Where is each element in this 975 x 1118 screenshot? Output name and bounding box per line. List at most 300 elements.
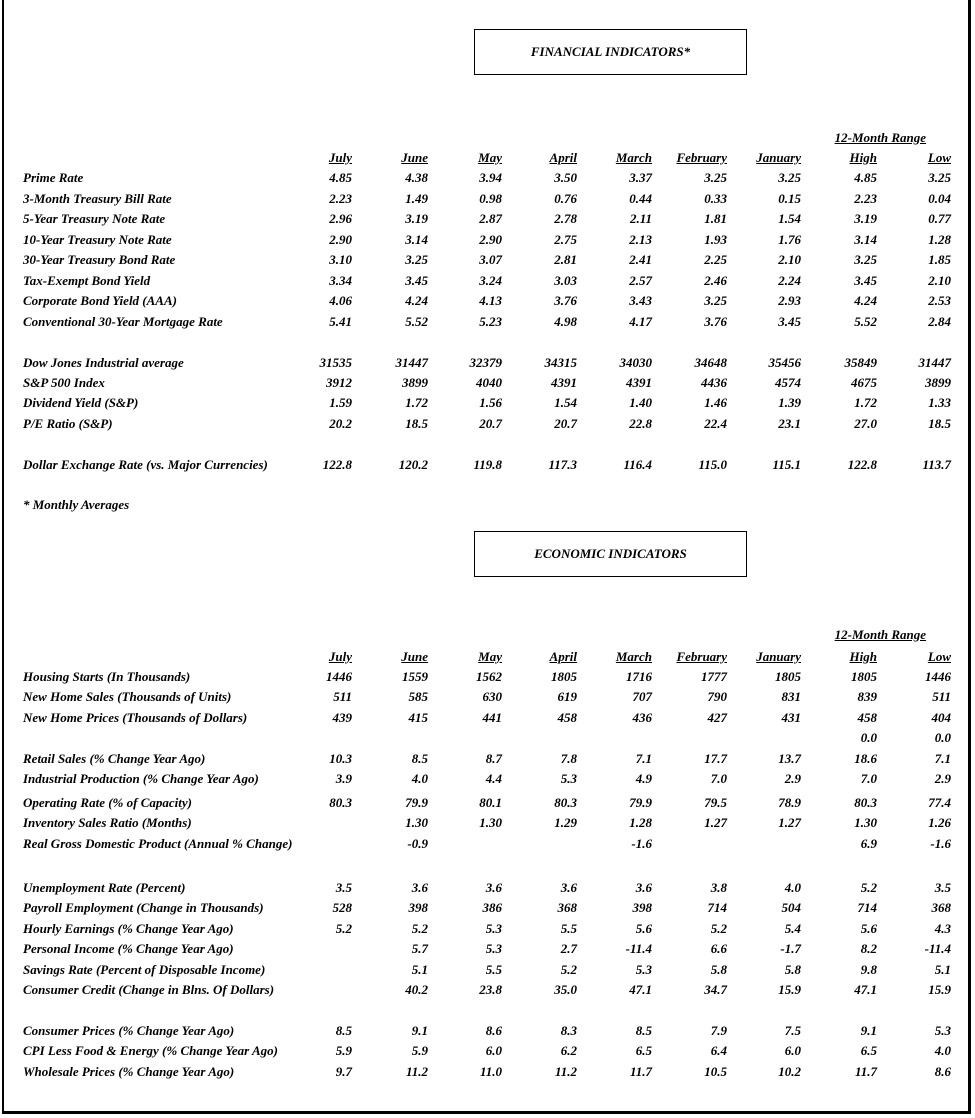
- row-value: 7.1: [635, 751, 652, 766]
- row-value: 1805: [775, 669, 801, 684]
- row-value: 4574: [775, 375, 801, 390]
- row-value: 5.6: [860, 921, 877, 936]
- row-value: 790: [707, 689, 727, 704]
- row-value: 5.52: [405, 314, 428, 329]
- row-value: 415: [408, 710, 428, 725]
- row-value: 3.25: [704, 170, 727, 185]
- row-label: Payroll Employment (Change in Thousands): [23, 900, 264, 915]
- row-value: 122.8: [847, 457, 877, 472]
- row-value: 5.52: [854, 314, 877, 329]
- row-value: 0.33: [704, 191, 727, 206]
- row-value: -1.7: [780, 941, 801, 956]
- row-value: 504: [781, 900, 801, 915]
- row-value: 119.8: [473, 457, 502, 472]
- row-value: 8.5: [411, 751, 428, 766]
- row-value: 1562: [476, 669, 502, 684]
- row-value: 27.0: [854, 416, 877, 431]
- row-value: 7.5: [784, 1023, 801, 1038]
- row-value: 4.0: [784, 880, 801, 895]
- row-value: 34.7: [704, 982, 727, 997]
- row-value: 35456: [768, 355, 801, 370]
- row-value: 11.7: [629, 1064, 652, 1079]
- row-value: 2.81: [554, 252, 577, 267]
- row-value: 3.25: [854, 252, 877, 267]
- economic-col-header: April: [549, 649, 577, 664]
- row-value: 2.7: [560, 941, 577, 956]
- row-value: 5.3: [485, 921, 502, 936]
- row-value: 7.8: [560, 751, 577, 766]
- row-value: 2.13: [629, 232, 652, 247]
- row-value: -11.4: [924, 941, 951, 956]
- row-value: 5.4: [784, 921, 801, 936]
- row-value: 5.41: [329, 314, 352, 329]
- row-value: 2.93: [778, 293, 801, 308]
- row-value: 1716: [626, 669, 652, 684]
- row-value: 2.23: [329, 191, 352, 206]
- row-value: 2.23: [854, 191, 877, 206]
- row-value: 2.9: [784, 771, 801, 786]
- row-value: 15.9: [778, 982, 801, 997]
- row-value: 4040: [476, 375, 502, 390]
- row-value: 31447: [395, 355, 428, 370]
- row-value: 7.1: [934, 751, 951, 766]
- row-value: 3.45: [778, 314, 801, 329]
- row-value: 714: [707, 900, 727, 915]
- row-value: 0.15: [778, 191, 801, 206]
- row-value: 427: [707, 710, 727, 725]
- row-value: 32379: [469, 355, 502, 370]
- row-value: 8.3: [560, 1023, 577, 1038]
- row-value: 1.81: [704, 211, 727, 226]
- row-value: 22.8: [629, 416, 652, 431]
- row-value: 1.56: [479, 395, 502, 410]
- row-value: 2.53: [928, 293, 951, 308]
- row-value: 5.1: [934, 962, 951, 977]
- row-value: 17.7: [704, 751, 727, 766]
- row-value: 398: [408, 900, 428, 915]
- row-value: 15.9: [928, 982, 951, 997]
- row-label: Wholesale Prices (% Change Year Ago): [23, 1064, 235, 1079]
- row-value: 35.0: [554, 982, 577, 997]
- row-value: 4675: [851, 375, 877, 390]
- row-value: 115.1: [772, 457, 801, 472]
- row-value: 4.17: [629, 314, 652, 329]
- row-value: 5.8: [784, 962, 801, 977]
- row-value: 80.3: [329, 795, 352, 810]
- row-value: 11.2: [405, 1064, 428, 1079]
- row-value: 3.9: [335, 771, 352, 786]
- row-value: 31447: [918, 355, 951, 370]
- financial-col-header: April: [549, 150, 577, 165]
- financial-indicators-title: [474, 29, 747, 75]
- row-label: Savings Rate (Percent of Disposable Income): [23, 962, 266, 977]
- row-value: 3.19: [854, 211, 877, 226]
- row-label: S&P 500 Index: [23, 375, 105, 390]
- row-value: 5.2: [411, 921, 428, 936]
- financial-col-header: July: [328, 150, 352, 165]
- row-value: 6.0: [784, 1043, 801, 1058]
- row-value: 3.14: [405, 232, 428, 247]
- row-value: 458: [557, 710, 577, 725]
- row-value: 8.6: [485, 1023, 502, 1038]
- row-value: 585: [408, 689, 428, 704]
- economic-col-header: Low: [927, 649, 951, 664]
- financial-col-header: Low: [927, 150, 951, 165]
- row-value: 3.10: [329, 252, 352, 267]
- row-value: 4.85: [329, 170, 352, 185]
- row-value: 0.0: [860, 730, 877, 745]
- row-value: 10.2: [778, 1064, 801, 1079]
- row-label: 10-Year Treasury Note Rate: [23, 232, 172, 247]
- row-value: 1.28: [629, 815, 652, 830]
- row-value: 630: [482, 689, 502, 704]
- row-label: Dollar Exchange Rate (vs. Major Currencies): [23, 457, 268, 472]
- economic-col-header: March: [615, 649, 652, 664]
- row-value: 2.78: [554, 211, 577, 226]
- row-value: 3.50: [554, 170, 577, 185]
- row-value: 3.19: [405, 211, 428, 226]
- row-value: 4.3: [934, 921, 951, 936]
- row-value: 404: [931, 710, 951, 725]
- row-value: 368: [557, 900, 577, 915]
- row-value: 5.3: [635, 962, 652, 977]
- row-label: Real Gross Domestic Product (Annual % Change): [23, 836, 293, 851]
- row-value: 1559: [402, 669, 428, 684]
- row-value: 3.45: [405, 273, 428, 288]
- row-value: 2.25: [704, 252, 727, 267]
- row-value: 3.6: [485, 880, 502, 895]
- row-value: 1805: [551, 669, 577, 684]
- row-value: 4.24: [405, 293, 428, 308]
- row-value: 3.76: [554, 293, 577, 308]
- row-value: 3.5: [934, 880, 951, 895]
- row-value: 18.6: [854, 751, 877, 766]
- row-value: 1.29: [554, 815, 577, 830]
- row-value: 5.5: [485, 962, 502, 977]
- row-value: 0.44: [629, 191, 652, 206]
- row-value: 5.3: [560, 771, 577, 786]
- row-value: 3.6: [411, 880, 428, 895]
- row-value: 441: [482, 710, 502, 725]
- row-label: Consumer Prices (% Change Year Ago): [23, 1023, 235, 1038]
- financial-col-header: February: [676, 150, 727, 165]
- row-value: 2.9: [934, 771, 951, 786]
- row-value: 0.0: [934, 730, 951, 745]
- row-label: Dow Jones Industrial average: [23, 355, 184, 370]
- row-value: 5.3: [485, 941, 502, 956]
- row-value: 436: [632, 710, 652, 725]
- row-value: 3.25: [704, 293, 727, 308]
- row-value: 80.1: [479, 795, 502, 810]
- row-value: 1.39: [778, 395, 801, 410]
- financial-range-label: 12-Month Range: [834, 130, 926, 145]
- row-value: 528: [332, 900, 352, 915]
- row-value: 386: [482, 900, 502, 915]
- row-label: Operating Rate (% of Capacity): [23, 795, 192, 810]
- row-value: 18.5: [928, 416, 951, 431]
- row-value: 4.06: [329, 293, 352, 308]
- row-value: 3.07: [479, 252, 502, 267]
- row-value: -1.6: [930, 836, 951, 851]
- row-value: 4.85: [854, 170, 877, 185]
- row-value: 1.59: [329, 395, 352, 410]
- row-value: 40.2: [405, 982, 428, 997]
- row-value: 1446: [326, 669, 352, 684]
- row-value: 5.2: [860, 880, 877, 895]
- row-value: 1.40: [629, 395, 652, 410]
- row-value: 7.9: [710, 1023, 727, 1038]
- row-value: 47.1: [854, 982, 877, 997]
- row-label: Corporate Bond Yield (AAA): [23, 293, 177, 308]
- row-value: 4.9: [635, 771, 652, 786]
- row-value: 80.3: [854, 795, 877, 810]
- economic-col-header: January: [756, 649, 801, 664]
- row-value: 2.90: [479, 232, 502, 247]
- row-value: 368: [931, 900, 951, 915]
- row-value: 20.2: [329, 416, 352, 431]
- row-value: 79.9: [405, 795, 428, 810]
- row-value: 23.8: [479, 982, 502, 997]
- row-value: 5.23: [479, 314, 502, 329]
- row-value: 34030: [619, 355, 652, 370]
- row-value: 5.9: [335, 1043, 352, 1058]
- row-value: 8.7: [485, 751, 502, 766]
- row-value: 4.13: [479, 293, 502, 308]
- row-value: 3.25: [778, 170, 801, 185]
- row-value: 4.0: [411, 771, 428, 786]
- row-value: 3.24: [479, 273, 502, 288]
- row-value: 1.28: [928, 232, 951, 247]
- row-value: 78.9: [778, 795, 801, 810]
- row-value: 7.0: [710, 771, 727, 786]
- row-value: 10.5: [704, 1064, 727, 1079]
- row-value: 3.45: [854, 273, 877, 288]
- row-value: 4.38: [405, 170, 428, 185]
- row-value: 431: [781, 710, 801, 725]
- economic-col-header: July: [328, 649, 352, 664]
- row-value: 1.30: [405, 815, 428, 830]
- row-value: 23.1: [778, 416, 801, 431]
- row-label: Inventory Sales Ratio (Months): [23, 815, 192, 830]
- row-value: 0.04: [928, 191, 951, 206]
- row-value: 2.24: [778, 273, 801, 288]
- row-value: 11.2: [554, 1064, 577, 1079]
- row-value: 1777: [701, 669, 727, 684]
- row-label: Dividend Yield (S&P): [23, 395, 139, 410]
- row-label: Consumer Credit (Change in Blns. Of Dollars): [23, 982, 275, 997]
- row-value: 1.49: [405, 191, 428, 206]
- row-value: 2.75: [554, 232, 577, 247]
- row-value: 0.77: [928, 211, 951, 226]
- financial-col-header: March: [615, 150, 652, 165]
- row-value: 3.14: [854, 232, 877, 247]
- economic-col-header: High: [849, 649, 877, 664]
- row-value: 1.54: [554, 395, 577, 410]
- row-value: 4391: [551, 375, 577, 390]
- row-value: 9.7: [335, 1064, 352, 1079]
- row-value: 439: [332, 710, 352, 725]
- row-label: Prime Rate: [23, 170, 84, 185]
- row-value: 77.4: [928, 795, 951, 810]
- row-value: 4.98: [554, 314, 577, 329]
- row-value: 20.7: [479, 416, 502, 431]
- row-label: New Home Sales (Thousands of Units): [23, 689, 232, 704]
- row-value: 8.5: [635, 1023, 652, 1038]
- row-value: 1446: [925, 669, 951, 684]
- row-value: 9.1: [411, 1023, 428, 1038]
- row-value: 3.76: [704, 314, 727, 329]
- row-value: 122.8: [322, 457, 352, 472]
- row-value: 79.9: [629, 795, 652, 810]
- row-label: Personal Income (% Change Year Ago): [23, 941, 234, 956]
- row-value: 6.2: [560, 1043, 577, 1058]
- row-value: 1.93: [704, 232, 727, 247]
- row-value: 22.4: [704, 416, 727, 431]
- economic-indicators-title: [474, 531, 747, 577]
- row-value: 4436: [701, 375, 727, 390]
- row-value: 4.4: [485, 771, 502, 786]
- row-value: 458: [857, 710, 877, 725]
- row-value: 2.84: [928, 314, 951, 329]
- financial-col-header: May: [478, 150, 502, 165]
- row-value: 8.6: [934, 1064, 951, 1079]
- row-value: 3.8: [710, 880, 727, 895]
- row-value: 1805: [851, 669, 877, 684]
- row-value: 619: [557, 689, 577, 704]
- row-value: 839: [857, 689, 877, 704]
- economic-col-header: February: [676, 649, 727, 664]
- row-label: Conventional 30-Year Mortgage Rate: [23, 314, 223, 329]
- row-value: 2.96: [329, 211, 352, 226]
- financial-col-header: High: [849, 150, 877, 165]
- row-value: 1.26: [928, 815, 951, 830]
- row-value: 3.34: [329, 273, 352, 288]
- row-value: 3.43: [629, 293, 652, 308]
- row-value: 2.10: [928, 273, 951, 288]
- row-value: 8.5: [335, 1023, 352, 1038]
- row-label: New Home Prices (Thousands of Dollars): [23, 710, 248, 725]
- row-label: P/E Ratio (S&P): [23, 416, 113, 431]
- row-label: Industrial Production (% Change Year Ago): [23, 771, 259, 786]
- row-value: 6.0: [485, 1043, 502, 1058]
- economic-title-text: ECONOMIC INDICATORS: [534, 546, 687, 561]
- row-value: 2.10: [778, 252, 801, 267]
- row-value: 6.4: [710, 1043, 727, 1058]
- row-value: 11.0: [479, 1064, 502, 1079]
- footnote: * Monthly Averages: [23, 497, 130, 512]
- row-label: Hourly Earnings (% Change Year Ago): [23, 921, 234, 936]
- row-value: 3899: [925, 375, 951, 390]
- row-value: -1.6: [631, 836, 652, 851]
- row-value: 6.5: [635, 1043, 652, 1058]
- row-value: 5.6: [635, 921, 652, 936]
- row-value: 4.24: [854, 293, 877, 308]
- economic-col-header: June: [401, 649, 428, 664]
- row-value: 3.94: [479, 170, 502, 185]
- row-value: 80.3: [554, 795, 577, 810]
- row-value: 113.7: [922, 457, 951, 472]
- row-value: 3.37: [629, 170, 652, 185]
- row-value: 13.7: [778, 751, 801, 766]
- row-value: 5.8: [710, 962, 727, 977]
- row-value: 1.46: [704, 395, 727, 410]
- row-label: Unemployment Rate (Percent): [23, 880, 186, 895]
- financial-col-header: June: [401, 150, 428, 165]
- row-value: 4391: [626, 375, 652, 390]
- row-value: 35849: [844, 355, 877, 370]
- row-value: 47.1: [629, 982, 652, 997]
- row-value: 115.0: [698, 457, 727, 472]
- row-value: 2.46: [704, 273, 727, 288]
- row-value: 2.11: [629, 211, 652, 226]
- row-value: 7.0: [860, 771, 877, 786]
- row-value: 11.7: [854, 1064, 877, 1079]
- row-value: 6.6: [710, 941, 727, 956]
- row-value: 5.2: [335, 921, 352, 936]
- row-value: 5.7: [411, 941, 428, 956]
- row-value: 2.41: [629, 252, 652, 267]
- economic-col-header: May: [478, 649, 502, 664]
- row-value: 6.5: [860, 1043, 877, 1058]
- row-value: 120.2: [398, 457, 428, 472]
- row-value: 5.1: [411, 962, 428, 977]
- row-value: 5.5: [560, 921, 577, 936]
- row-value: 79.5: [704, 795, 727, 810]
- row-value: 8.2: [860, 941, 877, 956]
- row-value: 3.6: [635, 880, 652, 895]
- row-value: 398: [632, 900, 652, 915]
- row-value: 1.33: [928, 395, 951, 410]
- row-value: 3.25: [928, 170, 951, 185]
- row-value: 1.85: [928, 252, 951, 267]
- economic-range-label: 12-Month Range: [834, 627, 926, 642]
- row-value: 1.76: [778, 232, 801, 247]
- row-value: 3.5: [335, 880, 352, 895]
- row-value: 3899: [402, 375, 428, 390]
- row-value: 0.98: [479, 191, 502, 206]
- row-value: 3.03: [554, 273, 577, 288]
- row-value: 34315: [544, 355, 577, 370]
- row-value: -11.4: [625, 941, 652, 956]
- row-value: 10.3: [329, 751, 352, 766]
- row-value: 5.9: [411, 1043, 428, 1058]
- row-value: 117.3: [548, 457, 577, 472]
- row-value: 4.0: [934, 1043, 951, 1058]
- row-label: Tax-Exempt Bond Yield: [23, 273, 151, 288]
- row-label: 30-Year Treasury Bond Rate: [23, 252, 176, 267]
- row-value: 3.6: [560, 880, 577, 895]
- row-value: 5.2: [560, 962, 577, 977]
- row-value: 5.3: [934, 1023, 951, 1038]
- row-value: 2.57: [629, 273, 652, 288]
- row-value: 1.72: [405, 395, 428, 410]
- row-value: 1.27: [704, 815, 727, 830]
- row-value: 34648: [694, 355, 727, 370]
- row-value: 1.54: [778, 211, 801, 226]
- row-value: 511: [932, 689, 951, 704]
- row-label: Retail Sales (% Change Year Ago): [23, 751, 206, 766]
- row-label: CPI Less Food & Energy (% Change Year Ago): [23, 1043, 278, 1058]
- row-label: Housing Starts (In Thousands): [23, 669, 191, 684]
- row-value: 5.2: [710, 921, 727, 936]
- row-value: 20.7: [554, 416, 577, 431]
- row-value: 9.8: [860, 962, 877, 977]
- row-value: 6.9: [860, 836, 877, 851]
- row-label: 3-Month Treasury Bill Rate: [23, 191, 172, 206]
- row-value: 511: [333, 689, 352, 704]
- row-value: 1.30: [854, 815, 877, 830]
- row-label: 5-Year Treasury Note Rate: [23, 211, 166, 226]
